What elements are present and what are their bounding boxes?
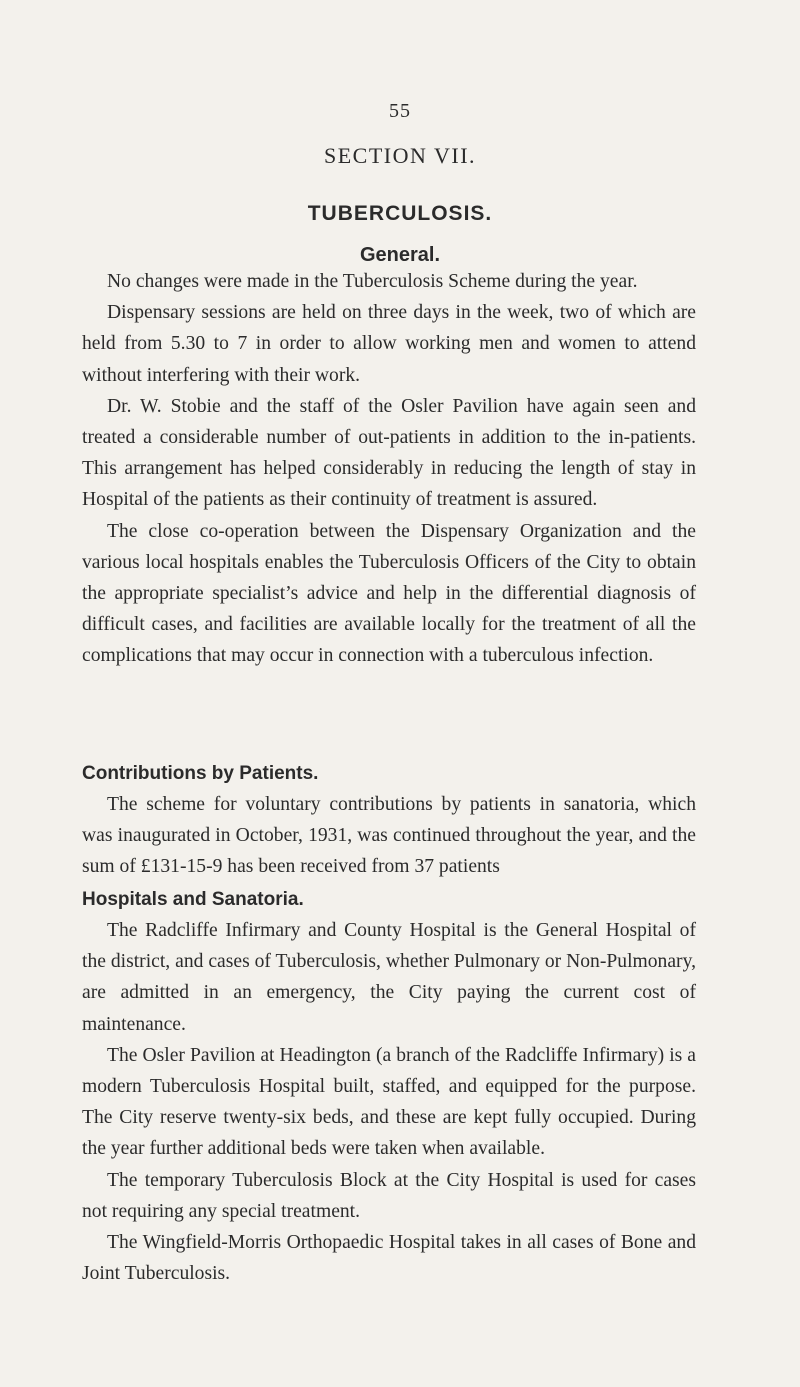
general-heading: General. (359, 244, 441, 266)
section-title: SECTION VII. (323, 143, 477, 168)
paragraph: The scheme for voluntary contributions by patients in sanatoria, which was inaugurated in October, 1931, was continued throughout the year, and the sum of £131-15-9 has been received from 37 patients (82, 794, 696, 878)
paragraph: Dispensary sessions are held on three days in the week, two of which are held from 5.30 to 7 in order to allow working men and women to attend without interfering with their work. (82, 302, 696, 386)
paragraph: No changes were made in the Tuberculosis Scheme during the year. (107, 271, 638, 292)
contributions-section (82, 758, 696, 883)
paragraph: The Wingfield-Morris Orthopaedic Hospital takes in all cases of Bone and Joint Tuberculosis. (82, 1232, 696, 1285)
paragraph: Dr. W. Stobie and the staff of the Osler Pavilion have again seen and treated a considerable number of out-patients in addition to the in-patients. This arrangement has helped considerably in reducing the length of stay in Hospital of the patients as their continuity of treatment is assured. (82, 395, 696, 511)
page-number: 55 (389, 100, 411, 122)
paragraph: The close co-operation between the Dispensary Organization and the various local hospitals enables the Tuberculosis Officers of the City to obtain the appropriate specialist’s advice and help in the differential diagnosis of difficult cases, and facilities are available locally for the treatment of all the complications that may occur in connection with a tuberculous infection. (82, 520, 696, 667)
hospitals-heading: Hospitals and Sanatoria. (82, 889, 304, 910)
main-heading: TUBERCULOSIS. (307, 202, 493, 225)
hospitals-section (82, 884, 696, 1289)
paragraph: The Radcliffe Infirmary and County Hospital is the General Hospital of the district, and cases of Tuberculosis, whether Pulmonary or Non-Pulmonary, are admitted in an emergency, the City paying the current cost of maintenance. (82, 920, 696, 1035)
general-section (82, 266, 696, 672)
paragraph: The temporary Tuberculosis Block at the City Hospital is used for cases not requiring any special treatment. (82, 1169, 696, 1222)
paragraph: The Osler Pavilion at Headington (a branch of the Radcliffe Infirmary) is a modern Tuberculosis Hospital built, staffed, and equipped for the purpose. The City reserve twenty-six beds, and these are kept fully occupied. During the year further additional beds were taken when available. (82, 1044, 696, 1160)
contributions-heading: Contributions by Patients. (82, 763, 319, 784)
